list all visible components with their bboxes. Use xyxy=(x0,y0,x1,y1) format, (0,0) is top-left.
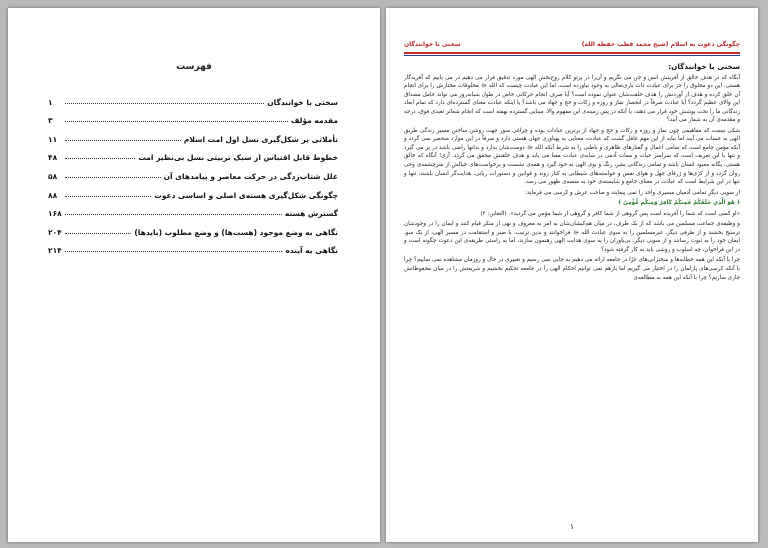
toc-entry-title: خطوط قابل اقتباس از سبک تربیتی نسل بی‌نظیر امت xyxy=(138,153,338,163)
toc-entry-page: ۲۱۴ xyxy=(48,246,62,256)
toc-entry-title: گسترش هسته xyxy=(284,209,338,219)
toc-entry-page: ۱۱ xyxy=(48,134,58,144)
toc-leader-dots xyxy=(65,158,135,159)
toc-leader-dots xyxy=(65,196,151,197)
toc-entry-page: ۴۸ xyxy=(48,153,58,163)
toc-entry[interactable] xyxy=(48,144,338,163)
content-heading: سخنی با خوانندگان: xyxy=(668,62,740,71)
paragraph-2: شکی نیست که مفاهیمی چون نماز و روزه و زکات و حج و جهاد از برترین عبادات بوده و چراغی منور جهت روشن ساختن مسیر زندگی طریق الهی به حساب می آیند اما نباید از این مهم غافل گشت که عبادت، معنایی به پهناوری جهان هستی دارد و صرفاً در این موارد منحصر نمی گردد و آنکه مؤمن جامع است که تمامی اعمال و گفتارهای ظاهری و باطنی را به شرط آنکه الله ﷻ دوست‌شان بدارد و بدانها راضی باشد در بر می گیرد و تنها با این تعریف است که سراسر حیات و ممات آدمی در سایه‌ی عبادت معنا می یابد و هدف خلقتش محقق می گردد. آری! آنگاه که خالق هستی، یگانه معبود انسان باشد و تمامی زندگانی بشر، رنگ و بوی الهی به خود گیرد و همه‌ی نشست و برخواست‌های خیالش از سرچشمه‌ی وحی روان گردد و از کژی‌ها و ژرفای جهل و هوای نفس و خواسته‌های شیطانی به کنار روند و قوانین و دستورات ربانی، هدایت‌گر انسان باشند، تنها و تنها در این شرایط است که عبادت در معنای جامع و شایسته‌ی خود به منصه‌ی ظهور می رسد. xyxy=(404,127,740,186)
toc-entry[interactable] xyxy=(48,107,338,126)
toc-entry[interactable] xyxy=(48,88,338,107)
toc-leader-dots xyxy=(65,214,282,215)
toc-entry-page: ۱ xyxy=(48,97,53,107)
page-number: ۱ xyxy=(569,522,575,531)
toc-entry-title: مقدمه مؤلف xyxy=(290,116,338,126)
toc-leader-dots xyxy=(65,251,282,252)
toc-entry[interactable] xyxy=(48,237,338,256)
header-rule-red xyxy=(404,52,740,54)
toc-entry-title: تأملاتی بر شکل‌گیری نسل اول امت اسلام xyxy=(183,134,338,144)
toc-entry-page: ۸۸ xyxy=(48,190,58,200)
toc-title: فهرست xyxy=(176,62,212,72)
toc-leader-dots xyxy=(65,103,264,104)
book-title-main: چگونگی دعوت به اسلام (شیخ محمد قطب xyxy=(617,41,740,48)
paragraph-4: و وظیفه‌ی جماعت مسلمین می باشد که از یک طرف، در میان هم‌کیشان‌شان به امر به معروف و نهی از منکر قیام کنند و ایمان را در وجودشان ترسیخ بخشند و از طرفی دیگر، غیرمسلمین را به سوی عبادت الله ﷻ فراخوانند و بدین ترتیب، با صبر و استقامت در مسیر الهی، از یک سو، ایمان خود را به ثبوت رسانند و از سویی دیگر، بی‌یاوران را به سوی هدایت الهی رهنمون سازند، اما به راستی طریقه‌ی این دعوت چگونه است و در این فراخوان، چه اسلوب و روشی باید به کار گرفته شود؟ xyxy=(404,221,740,253)
toc-entry-page: ۳ xyxy=(48,116,53,126)
paragraph-5: چرا با آنکه این همه خطابه‌ها و سخنرانی‌های غرّا در جامعه ارائه می دهیم به جایی نمی رسیم و تغییری در حال و روزمان مشاهده نمی نماییم؟ چرا با آنکه کرسی‌های پارلمان را در اختیار می گیریم اما بازهم نمی توانیم احکام الهی را در جامعه تحکیم بخشیم و شریعتش را در میان محفوظاتش جاری سازیم؟ چرا با آنکه این همه به مطالعه‌ی xyxy=(404,257,740,281)
toc-entry-page: ۲۰۴ xyxy=(48,227,62,237)
toc-entry-title: نگاهی به آینده xyxy=(285,246,338,256)
toc-entry-title: چگونگی شکل‌گیری هسته‌ی اصلی و اساسی دعوت xyxy=(154,190,338,200)
toc-entry[interactable] xyxy=(48,218,338,237)
body-text xyxy=(404,63,740,284)
toc-entry[interactable] xyxy=(48,125,338,144)
section-title: سخنی با خوانندگان xyxy=(404,41,461,48)
toc-entry[interactable] xyxy=(48,200,338,219)
toc-leader-dots xyxy=(65,177,161,178)
toc-leader-dots xyxy=(65,233,131,234)
toc-entry-title: علل شتاب‌زدگی در حرکت معاصر و پیامدهای آن xyxy=(163,171,338,181)
toc-entry-title: نگاهی به وضع موجود (هست‌ها) و وضع مطلوب (بایدها) xyxy=(134,227,338,237)
quran-verse: ﴿ هُوَ الَّذِي خَلَقَكُمْ فَمِنكُمْ كَافِرٌ وَمِنكُم مُّؤْمِنٌ ﴾ xyxy=(617,200,740,207)
toc-entry[interactable] xyxy=(48,162,338,181)
toc-leader-dots xyxy=(65,121,288,122)
toc-page xyxy=(8,8,380,542)
toc-entry-page: ۱۶۸ xyxy=(48,209,62,219)
book-title xyxy=(582,41,740,48)
toc-entry-title: سخنی با خوانندگان xyxy=(267,97,338,107)
toc-leader-dots xyxy=(65,140,181,141)
paragraph-1: آنگاه که در هدف خالق از آفرینش انس و جن می نگریم و آن‌را در پرتو کلام روح‌بخش الهی مورد تدقیق قرار می دهیم در می یابیم که آفریدگار هستی، این دو مخلوق را جز برای عبادت ذات باری‌تعالی به وجود نیاورده است، اما این عبادت چیست که الله ﷻ مخلوقات مختارش را برای انجام آن خلق کرده و هدف از آوردنش را هدف خلقت‌شان عنوان نموده است؟ آیا صرف انجام حرکاتی خاص در طول شبانه‌روز می تواند حامل مصداق این والای عظیم گردد؟ آیا عبادت صرفاً در انحصار نماز و روزه و زکات و حج و جهاد می باشد؟ یا اینکه عبادت معنای گسترده‌ای دارد که تمام ابعاد زندگانی ما را تحت پوشش خود قرار می دهند، یا آنکه در پس زمینه‌ی این مفهوم والا، مبنایی گسترده نهفته است که انجام شعائر تعبدی فوق، درجه و مقدمه‌ی آن به شمار می آیند؟ xyxy=(404,74,740,124)
toc-list xyxy=(48,88,338,255)
verse-translation: «او کسی است که شما را آفریده است پس گروهی از شما کافر و گروهی از شما مؤمن می گردید». (التغابن: ۲) xyxy=(480,210,740,217)
paragraph-3: از سویی دیگر تمامی آدمیان مسیری واحد را نمی پیمایند و صاحب عرش و کرسی می فرماید: xyxy=(525,189,740,196)
toc-entry[interactable] xyxy=(48,181,338,200)
running-header xyxy=(404,38,740,51)
book-title-suffix: حفظه الله) xyxy=(581,41,616,48)
toc-entry-page: ۵۸ xyxy=(48,171,58,181)
content-page xyxy=(386,8,758,542)
header-rule-blue xyxy=(404,55,740,56)
